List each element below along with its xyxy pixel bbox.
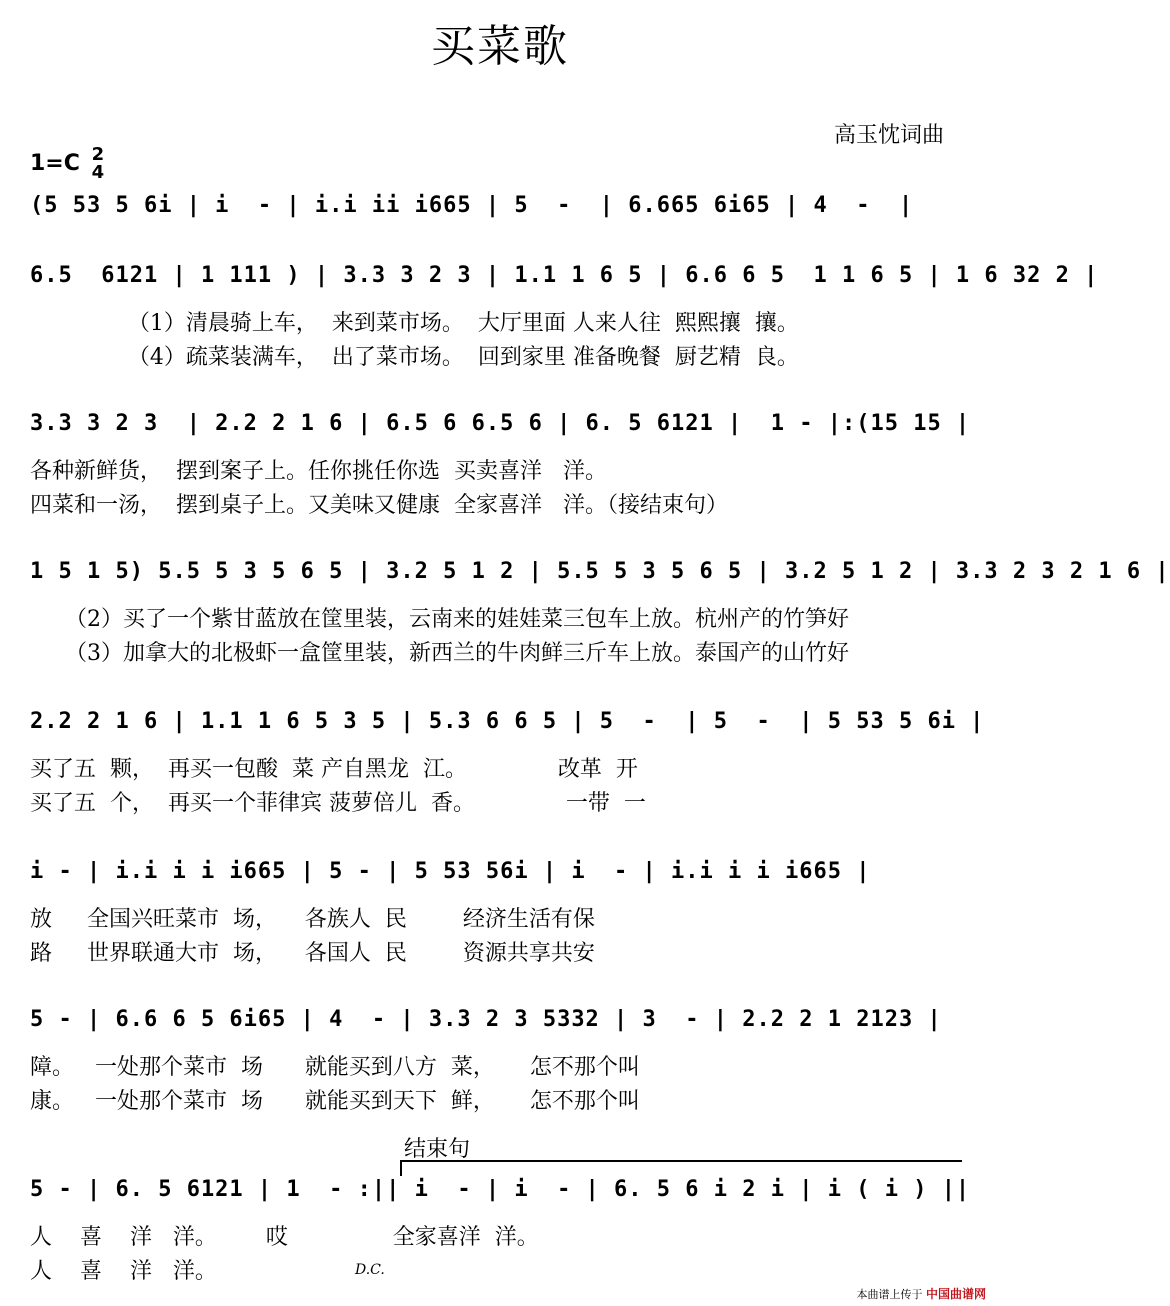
notation-line: 6.5 6121 | 1 111 ) | 3.3 3 2 3 | 1.1 1 6 5 | 6.6 6 5 1 1 6 5 | 1 6 32 2 | [30,263,1099,288]
footer-text: 本曲谱上传于 [856,1288,923,1301]
key-signature [30,146,104,182]
lyric-line: 障。 一处那个菜市 场 就能买到八方 菜， 怎不那个叫 [30,1055,640,1080]
notation-line: 5 - | 6. 5 6121 | 1 - :|| i - | i - | 6. 5 6 i 2 i | i ( i ) || [30,1177,971,1202]
lyric-line: 康。 一处那个菜市 场 就能买到天下 鲜， 怎不那个叫 [30,1089,640,1114]
page-title: 买菜歌 [431,21,569,72]
footer-site-logo: 中国曲谱网 [925,1287,986,1301]
lyric-line: 四菜和一汤， 摆到桌子上。又美味又健康 全家喜洋 洋。（接结束句） [30,493,728,518]
notation-line: 5 - | 6.6 6 5 6i65 | 4 - | 3.3 2 3 5332 | 3 - | 2.2 2 1 2123 | [30,1007,942,1032]
composer-credit: 高玉忱词曲 [833,123,944,148]
lyric-line: （2）买了一个紫甘蓝放在筐里装，云南来的娃娃菜三包车上放。杭州产的竹笋好 [30,607,849,632]
lyric-line: （3）加拿大的北极虾一盒筐里装，新西兰的牛肉鲜三斤车上放。泰国产的山竹好 [30,641,849,666]
lyric-line: （4）疏菜装满车， 出了菜市场。 回到家里 准备晚餐 厨艺精 良。 [30,345,799,370]
time-top: 2 [91,144,105,165]
lyric-line: 买了五 个， 再买一个菲律宾 菠萝倍儿 香。 一带 一 [30,791,646,816]
notation-line: 1 5 1 5) 5.5 5 3 5 6 5 | 3.2 5 1 2 | 5.5 5 3 5 6 5 | 3.2 5 1 2 | 3.3 2 3 2 1 6 | [30,559,1170,584]
ending-label: 结束句 [404,1137,471,1162]
time-bottom: 4 [91,162,105,183]
notation-line: 3.3 3 2 3 | 2.2 2 1 6 | 6.5 6 6.5 6 | 6. 5 6121 | 1 - |:(15 15 | [30,411,971,436]
footer [856,1285,986,1302]
notation-line: (5 53 5 6i | i - | i.i ii i665 | 5 - | 6.665 6i65 | 4 - | [30,193,914,218]
lyric-line: 买了五 颗， 再买一包酸 菜 产自黑龙 江。 改革 开 [30,757,638,782]
lyric-line: 路 世界联通大市 场， 各国人 民 资源共享共安 [30,941,595,966]
dc-mark: D.C. [355,1262,385,1278]
notation-line: 2.2 2 1 6 | 1.1 1 6 5 3 5 | 5.3 6 6 5 | 5 - | 5 - | 5 53 5 6i | [30,709,985,734]
ending-bracket [400,1160,962,1176]
lyric-line: 人 喜 洋 洋。 哎 全家喜洋 洋。 [30,1225,539,1250]
key-label: 1=C [30,151,80,176]
lyric-line: （1）清晨骑上车， 来到菜市场。 大厅里面 人来人往 熙熙攘 攘。 [30,311,799,336]
notation-line: i - | i.i i i i665 | 5 - | 5 53 56i | i - | i.i i i i665 | [30,859,871,884]
lyric-line: 各种新鲜货， 摆到案子上。任你挑任你选 买卖喜洋 洋。 [30,459,607,484]
time-signature [92,146,105,182]
lyric-line: 人 喜 洋 洋。 [30,1259,217,1284]
lyric-line: 放 全国兴旺菜市 场， 各族人 民 经济生活有保 [30,907,595,932]
